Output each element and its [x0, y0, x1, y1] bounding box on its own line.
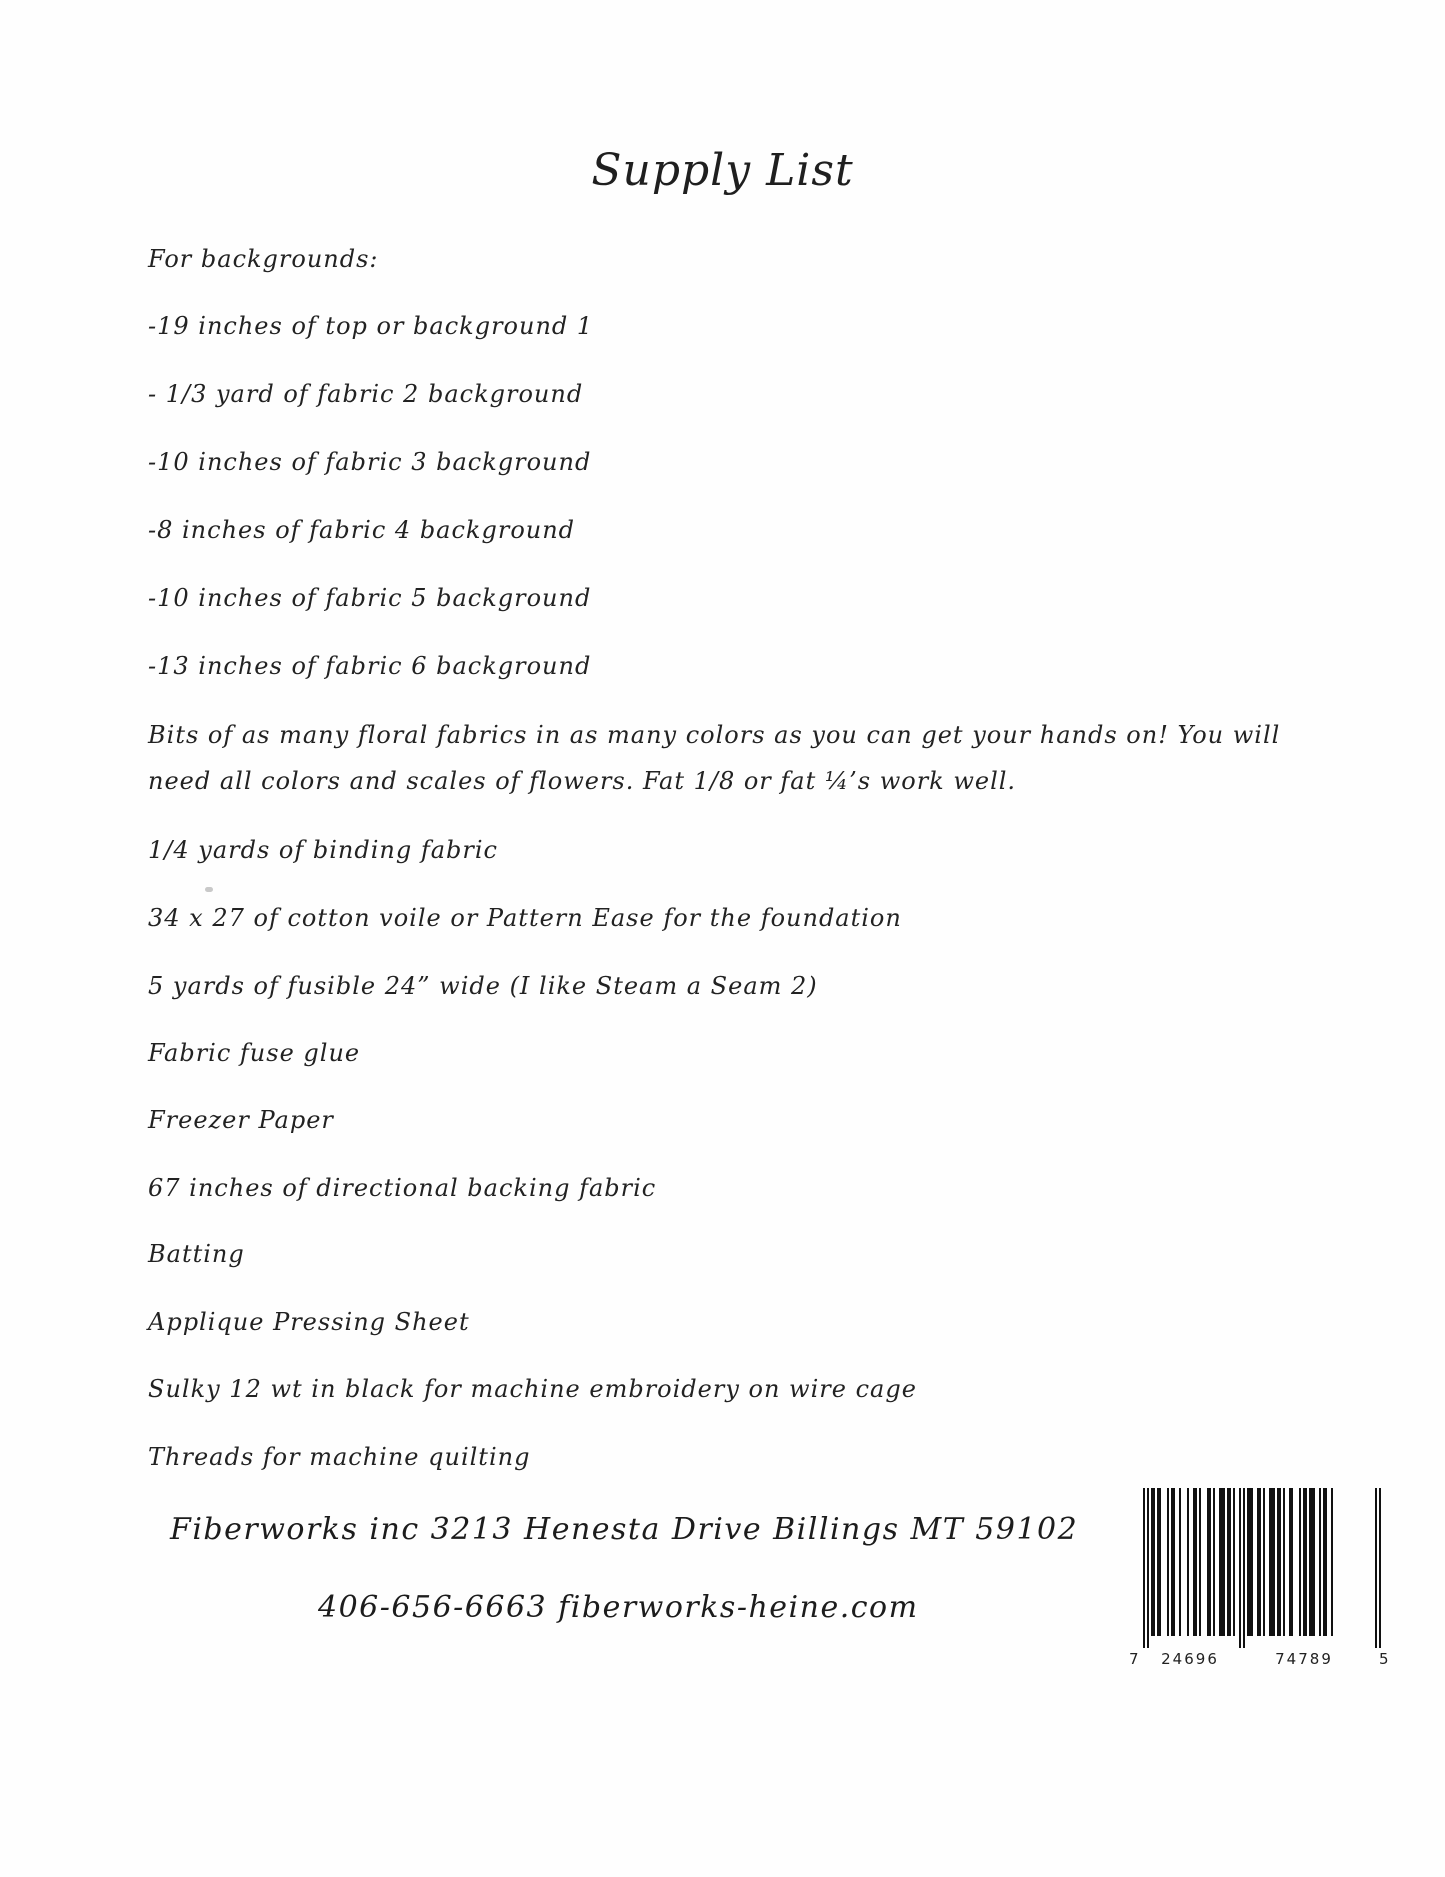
supply-item: Threads for machine quilting: [148, 1443, 531, 1471]
supply-item: Applique Pressing Sheet: [148, 1308, 470, 1336]
barcode-right-digit: 5: [1379, 1650, 1389, 1668]
barcode-bar: [1179, 1488, 1181, 1636]
barcode-bar: [1283, 1488, 1285, 1636]
supply-item: 1/4 yards of binding fabric: [148, 836, 498, 864]
barcode-bar: [1147, 1488, 1149, 1648]
barcode-bar: [1303, 1488, 1307, 1636]
footer-contact: 406-656-6663 fiberworks-heine.com: [318, 1590, 919, 1625]
barcode-bar: [1239, 1488, 1241, 1648]
barcode-bar: [1299, 1488, 1301, 1636]
barcode-bar: [1167, 1488, 1169, 1636]
barcode-group-1: 24696: [1161, 1650, 1219, 1668]
barcode-bar: [1143, 1488, 1145, 1648]
barcode-bar: [1187, 1488, 1189, 1636]
supply-item: 67 inches of directional backing fabric: [148, 1174, 657, 1202]
supply-item: -10 inches of fabric 3 background: [148, 448, 592, 476]
supply-item: -13 inches of fabric 6 background: [148, 652, 592, 680]
barcode-bar: [1247, 1488, 1253, 1636]
supply-item: Sulky 12 wt in black for machine embroidery on wire cage: [148, 1375, 917, 1403]
paper-speck: [205, 887, 213, 892]
barcode-bar: [1375, 1488, 1377, 1648]
barcode-bar: [1213, 1488, 1215, 1636]
barcode-bar: [1263, 1488, 1265, 1636]
barcode-group-2: 74789: [1275, 1650, 1333, 1668]
barcode-bar: [1193, 1488, 1197, 1636]
barcode-bar: [1257, 1488, 1261, 1636]
supply-item: Batting: [148, 1240, 245, 1268]
barcode-left-digit: 7: [1129, 1650, 1139, 1668]
supply-item: For backgrounds:: [148, 245, 379, 273]
barcode-graphic: [1125, 1484, 1395, 1669]
barcode-bar: [1207, 1488, 1211, 1636]
barcode-bar: [1151, 1488, 1155, 1636]
supply-item: 5 yards of fusible 24” wide (I like Steam a Seam 2): [148, 972, 818, 1000]
barcode-bar: [1289, 1488, 1293, 1636]
supply-item: Bits of as many floral fabrics in as many colors as you can get your hands on! You will need all colors and scales of flowers. Fat 1/8 or fat ¼’s work well.: [148, 721, 1281, 795]
barcode-bar: [1309, 1488, 1315, 1636]
supply-item: Fabric fuse glue: [148, 1039, 361, 1067]
supply-item: Freezer Paper: [148, 1106, 334, 1134]
barcode-bar: [1219, 1488, 1225, 1636]
barcode-bar: [1319, 1488, 1321, 1636]
barcode: [1125, 1484, 1395, 1669]
supply-item: 34 x 27 of cotton voile or Pattern Ease for the foundation: [148, 904, 902, 932]
supply-item: -10 inches of fabric 5 background: [148, 584, 592, 612]
barcode-bar: [1331, 1488, 1333, 1636]
barcode-bar: [1233, 1488, 1235, 1636]
barcode-bar: [1379, 1488, 1381, 1648]
barcode-bar: [1243, 1488, 1245, 1648]
supply-item: - 1/3 yard of fabric 2 background: [148, 380, 584, 408]
barcode-bar: [1269, 1488, 1275, 1636]
barcode-bar: [1277, 1488, 1281, 1636]
barcode-bar: [1157, 1488, 1161, 1636]
page-title: Supply List: [591, 145, 854, 196]
barcode-bar: [1227, 1488, 1231, 1636]
barcode-bar: [1199, 1488, 1201, 1636]
supply-item: -8 inches of fabric 4 background: [148, 516, 576, 544]
barcode-bar: [1171, 1488, 1175, 1636]
footer-address: Fiberworks inc 3213 Henesta Drive Billings MT 59102: [170, 1512, 1079, 1547]
supply-item: -19 inches of top or background 1: [148, 312, 594, 340]
barcode-bar: [1323, 1488, 1327, 1636]
